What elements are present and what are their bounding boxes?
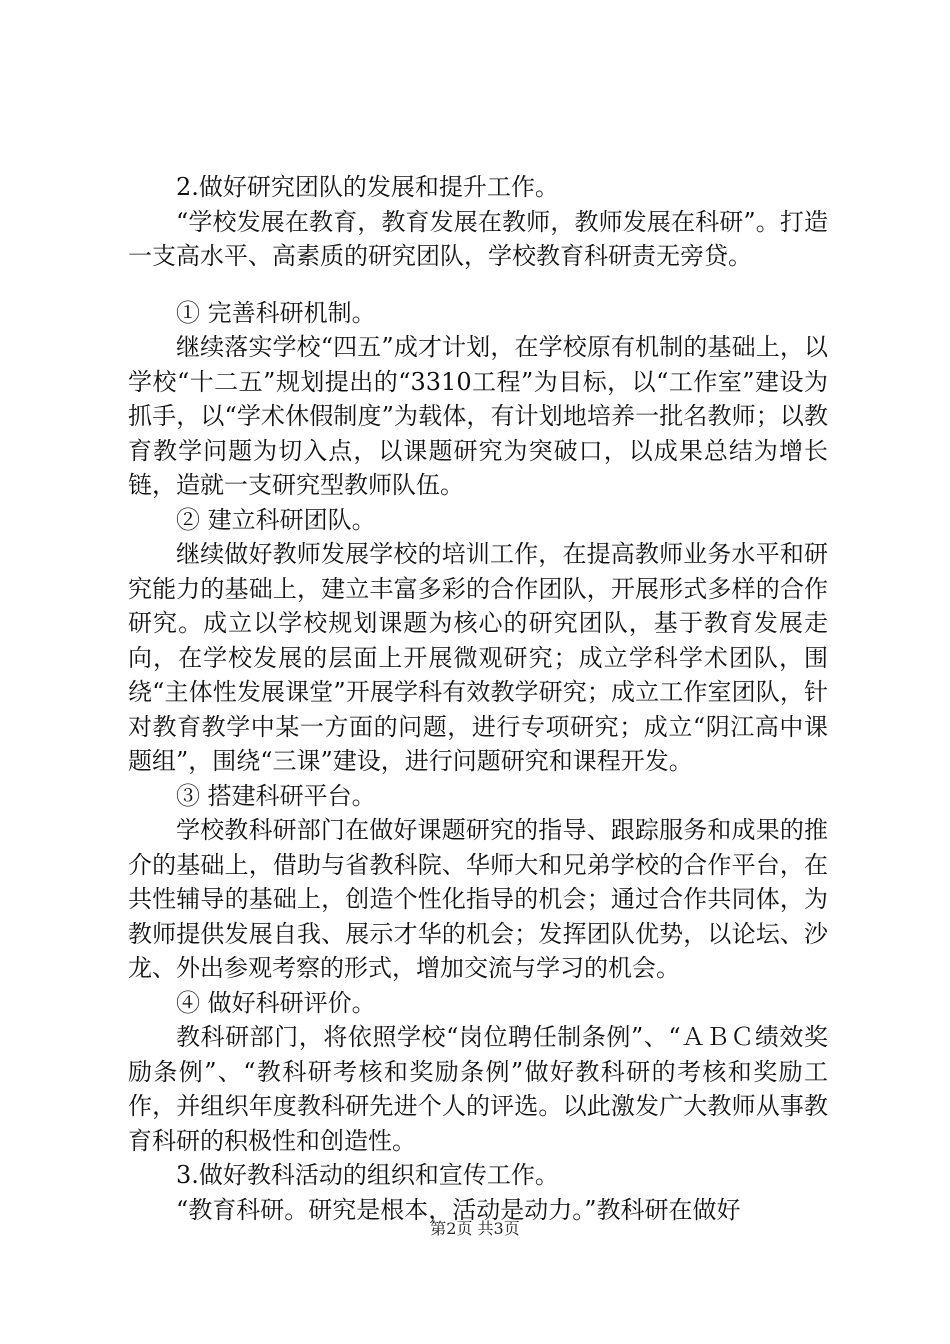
paragraph: 教科研部门，将依照学校“岗位聘任制条例”、“ＡＢＣ绩效奖励条例”、“教科研考核和奖励条例”做好教科研的考核和奖励工作，并组织年度教科研先进个人的评选。以此激发广大教师从事教育科研的积极性和创造性。 bbox=[128, 1023, 828, 1155]
page-footer: 第2页 共3页 bbox=[430, 1219, 520, 1238]
paragraph-gap bbox=[128, 274, 828, 296]
document-body bbox=[128, 170, 828, 1227]
subsection-heading-3: ③ 搭建科研平台。 bbox=[176, 781, 376, 810]
subsection-heading-1: ① 完善科研机制。 bbox=[176, 298, 376, 327]
paragraph: 学校教科研部门在做好课题研究的指导、跟踪服务和成果的推介的基础上，借助与省教科院、华师大和兄弟学校的合作平台，在共性辅导的基础上，创造个性化指导的机会；通过合作共同体，为教师提供发展自我、展示才华的机会；发挥团队优势，以论坛、沙龙、外出参观考察的形式，增加交流与学习的机会。 bbox=[128, 816, 828, 982]
paragraph: 继续落实学校“四五”成才计划，在学校原有机制的基础上，以学校“十二五”规划提出的“3310工程”为目标，以“工作室”建设为抓手，以“学术休假制度”为载体，有计划地培养一批名教师；以教育教学问题为切入点，以课题研究为突破口，以成果总结为增长链，造就一支研究型教师队伍。 bbox=[128, 333, 828, 499]
subsection-heading-2: ② 建立科研团队。 bbox=[176, 505, 376, 534]
paragraph: “教育科研。研究是根本，活动是动力。”教科研在做好 bbox=[176, 1195, 741, 1224]
section-heading-2: 2.做好研究团队的发展和提升工作。 bbox=[176, 173, 559, 201]
paragraph: 继续做好教师发展学校的培训工作，在提高教师业务水平和研究能力的基础上，建立丰富多彩的合作团队，开展形式多样的合作研究。成立以学校规划课题为核心的研究团队，基于教育发展走向，在学校发展的层面上开展微观研究；成立学科学术团队，围绕“主体性发展课堂”开展学科有效教学研究；成立工作室团队，针对教育教学中某一方面的问题，进行专项研究；成立“阴江高中课题组”，围绕“三课”建设，进行问题研究和课程开发。 bbox=[128, 540, 828, 775]
paragraph: “学校发展在教育，教育发展在教师，教师发展在科研”。打造一支高水平、高素质的研究团队，学校教育科研责无旁贷。 bbox=[128, 207, 828, 270]
section-heading-3: 3.做好教科活动的组织和宣传工作。 bbox=[176, 1161, 559, 1189]
subsection-heading-4: ④ 做好科研评价。 bbox=[176, 988, 376, 1017]
